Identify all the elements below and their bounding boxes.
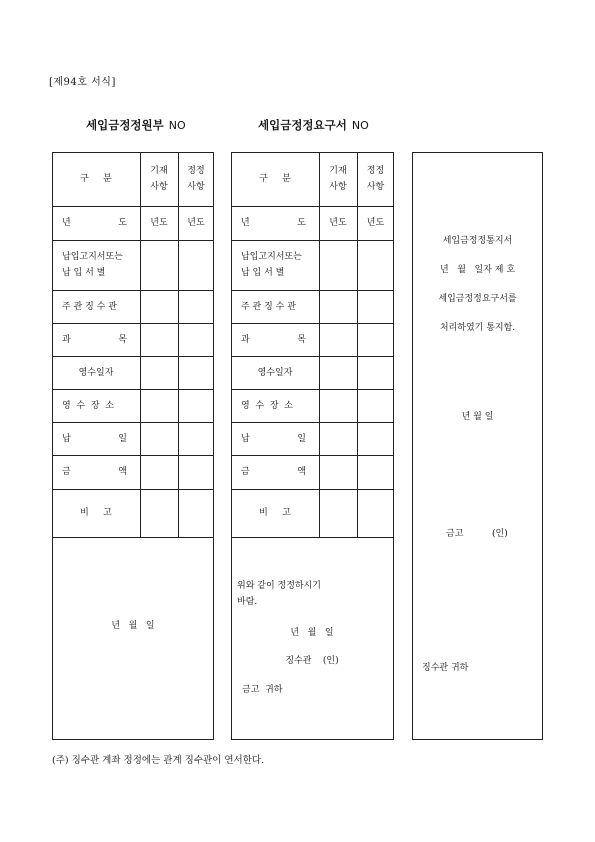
right-form-row-label: 비 고 (259, 508, 291, 518)
left-form-corrected-value (178, 290, 214, 323)
notice-signer: 금고 (인) (446, 529, 508, 539)
right-form-corrected-value: 정정 사항 (366, 166, 385, 192)
right-form-no-label: NO (351, 119, 369, 132)
notice-date-line: 년 월 일 (461, 412, 494, 422)
left-form-date-line: 년 월 일 (111, 621, 155, 631)
right-form-row-label-part: 년 (241, 218, 250, 228)
right-form-request-text: 위와 같이 정정하시기 바람. (237, 581, 321, 607)
left-form-row-label-part: 금 (62, 467, 71, 477)
right-form-recorded-value (319, 422, 357, 455)
left-form-row-label: 영 수 장 소 (62, 400, 114, 411)
right-form-row-label-part: 액 (297, 467, 306, 477)
right-form-corrected-value (357, 240, 394, 290)
right-form-recorded-value (319, 389, 357, 422)
right-form-row-label-part: 일 (297, 433, 306, 444)
notice-line-4: 처리하였기 통지함. (439, 323, 516, 333)
left-form-row-label: 영수일자 (78, 367, 114, 378)
left-form-corrected-value: 정정 사항 (187, 166, 205, 192)
right-form-row-label-part: 납 (241, 433, 250, 444)
left-form-corrected-value (178, 240, 214, 290)
right-form-row-divider (231, 537, 394, 538)
left-form-recorded-value (140, 422, 178, 455)
left-form-row-label (52, 323, 140, 356)
right-form-row-label (231, 206, 319, 240)
left-form-recorded-value (140, 356, 178, 389)
right-form-row-label: 납입고지서또는 납 입 서 별 (241, 252, 302, 278)
left-form-corrected-value (178, 422, 214, 455)
left-form-row-label: 구 분 (80, 174, 112, 184)
left-form-row-divider (52, 537, 214, 538)
right-form-corrected-value (357, 489, 394, 537)
left-form-no-label: NO (168, 119, 186, 132)
left-form-row-label: 납입고지서또는 납 입 서 별 (62, 252, 123, 278)
left-form-row-label-part: 도 (118, 218, 127, 228)
left-form-row-label-part: 일 (118, 433, 127, 444)
right-form-title (258, 117, 369, 133)
left-form-row-label-part: 과 (62, 334, 71, 345)
left-form-row-label (52, 455, 140, 489)
right-form-row-label (231, 455, 319, 489)
right-form-addressee: 금고 귀하 (242, 685, 283, 695)
right-form-corrected-value (357, 455, 394, 489)
left-form-recorded-value (140, 389, 178, 422)
right-form-recorded-value (319, 356, 357, 389)
notice-line-1: 세입금정정통지서 (442, 236, 513, 246)
right-form-title-text: 세입금정정요구서 (258, 118, 347, 132)
right-form-signer: 징수관 (인) (285, 656, 339, 666)
right-form-corrected-value (357, 356, 394, 389)
left-form-row-label-part: 납 (62, 433, 71, 444)
right-form-row-label: 영수일자 (257, 367, 293, 378)
right-form-corrected-value: 년도 (366, 218, 385, 228)
right-form-recorded-value (319, 240, 357, 290)
left-form-corrected-value: 년도 (187, 218, 205, 228)
left-form-corrected-value (178, 323, 214, 356)
left-form-recorded-value (140, 323, 178, 356)
right-form-recorded-value: 기재 사항 (329, 166, 347, 192)
right-form-recorded-value: 년도 (329, 218, 347, 228)
right-form-row-label (231, 422, 319, 455)
left-form-recorded-value: 년도 (150, 218, 168, 228)
right-form-row-label-part: 금 (241, 467, 250, 477)
footnote: (주) 징수관 계좌 정정에는 관계 징수관이 연서한다. (52, 755, 265, 766)
form-number: [제94호 서식] (49, 77, 116, 88)
left-form-row-label: 주 관 징 수 관 (62, 301, 117, 312)
left-form-corrected-value (178, 489, 214, 537)
left-form-recorded-value (140, 489, 178, 537)
left-form-recorded-value (140, 455, 178, 489)
right-form-row-label: 구 분 (259, 174, 291, 184)
right-form-corrected-value (357, 389, 394, 422)
left-form-corrected-value (178, 356, 214, 389)
left-form-recorded-value (140, 240, 178, 290)
right-form-row-label-part: 도 (297, 218, 306, 228)
left-form-title (86, 117, 186, 133)
left-form-row-label-part: 년 (62, 218, 71, 228)
left-form-corrected-value (178, 389, 214, 422)
notice-line-3: 세입금정정요구서를 (438, 294, 517, 304)
right-form-recorded-value (319, 455, 357, 489)
right-form-recorded-value (319, 489, 357, 537)
right-form-row-label (231, 323, 319, 356)
left-form-row-label (52, 206, 140, 240)
right-form-row-label: 주 관 징 수 관 (241, 301, 296, 312)
left-form-corrected-value (178, 455, 214, 489)
right-form-corrected-value (357, 290, 394, 323)
left-form-recorded-value: 기재 사항 (150, 166, 168, 192)
right-form-date-line: 년 월 일 (290, 628, 334, 638)
notice-line-2: 년 월 일자 제 호 (439, 265, 516, 275)
right-form-row-label-part: 목 (297, 334, 306, 345)
right-form-corrected-value (357, 422, 394, 455)
left-form-row-label-part: 목 (118, 334, 127, 345)
left-form-recorded-value (140, 290, 178, 323)
notice-addressee: 징수관 귀하 (422, 663, 469, 673)
right-form-recorded-value (319, 290, 357, 323)
left-form-row-label (52, 422, 140, 455)
right-form-row-label: 영 수 장 소 (241, 400, 293, 411)
left-form-row-label-part: 액 (118, 467, 127, 477)
right-form-row-label-part: 과 (241, 334, 250, 345)
left-form-row-label: 비 고 (80, 508, 112, 518)
right-form-corrected-value (357, 323, 394, 356)
left-form-title-text: 세입금정정원부 (86, 118, 164, 132)
right-form-recorded-value (319, 323, 357, 356)
